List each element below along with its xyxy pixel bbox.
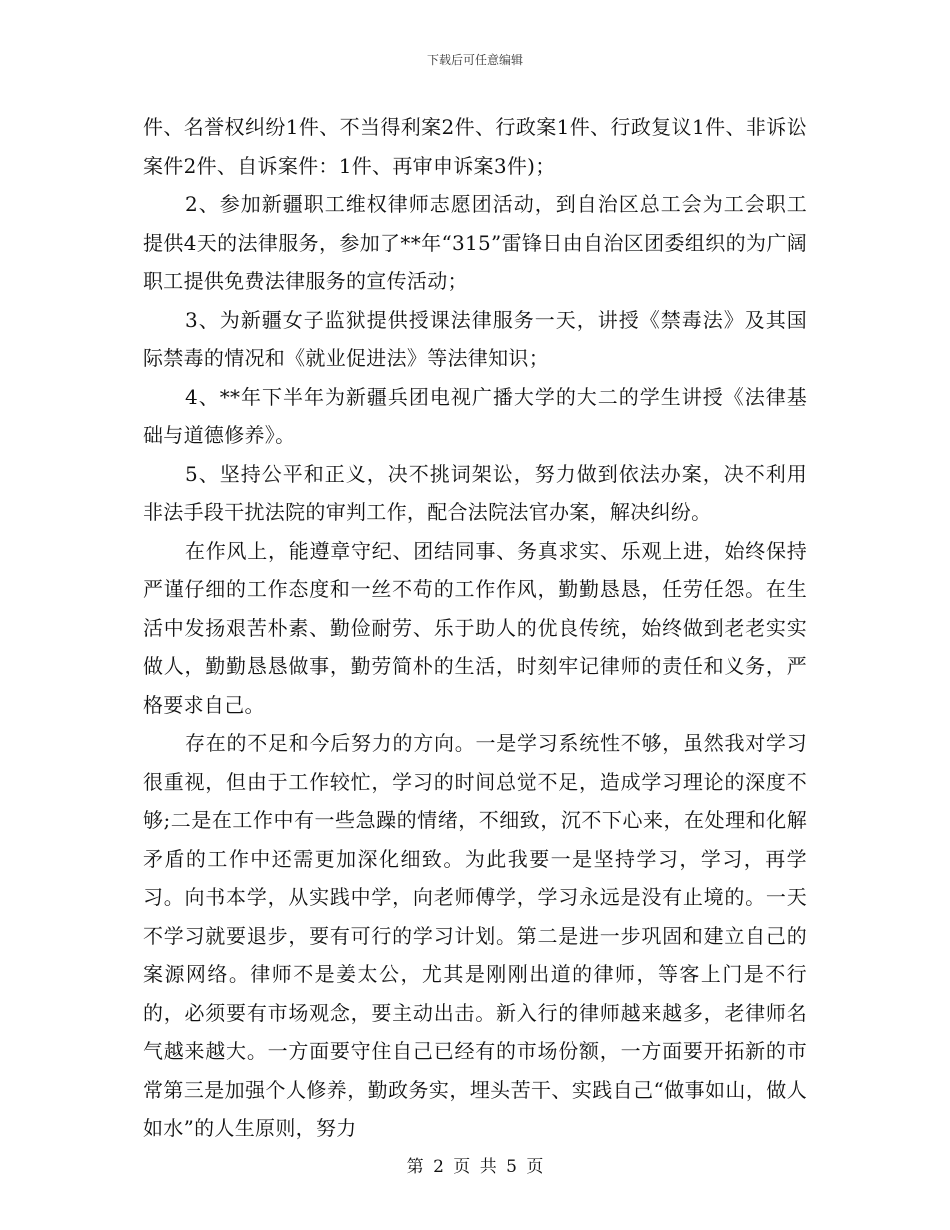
paragraph-5: 5、坚持公平和正义，决不挑词架讼，努力做到依法办案，决不利用非法手段干扰法院的审判工作，配合法院法官办案，解决纠纷。: [143, 461, 807, 524]
document-body: [143, 108, 807, 1148]
paragraph-3: 3、为新疆女子监狱提供授课法律服务一天，讲授《禁毒法》及其国际禁毒的情况和《就业促进法》等法律知识；: [143, 307, 807, 370]
paragraph-4: 4、**年下半年为新疆兵团电视广播大学的大二的学生讲授《法律基础与道德修养》。: [143, 384, 807, 447]
page-header: 下载后可任意编辑: [426, 53, 523, 67]
page-footer: 第 2 页 共 5 页: [406, 1157, 544, 1177]
paragraph-1: 件、名誉权纠纷1件、不当得利案2件、行政案1件、行政复议1件、非诉讼案件2件、自诉案件：1件、再审申诉案3件)；: [143, 115, 807, 178]
paragraph-7: 存在的不足和今后努力的方向。一是学习系统性不够，虽然我对学习很重视，但由于工作较忙，学习的时间总觉不足，造成学习理论的深度不够;二是在工作中有一些急躁的情绪，不细致，沉不下心来，在处理和化解矛盾的工作中还需更加深化细致。为此我要一是坚持学习，学习，再学习。向书本学，从实践中学，向老师傅学，学习永远是没有止境的。一天不学习就要退步，要有可行的学习计划。第二是进一步巩固和建立自己的案源网络。律师不是姜太公，尤其是刚刚出道的律师，等客上门是不行的，必须要有市场观念，要主动出击。新入行的律师越来越多，老律师名气越来越大。一方面要守住自己已经有的市场份额，一方面要开拓新的市常第三是加强个人修养，勤政务实，埋头苦干、实践自己“做事如山，做人如水”的人生原则，努力: [143, 731, 807, 1140]
paragraph-2: 2、参加新疆职工维权律师志愿团活动，到自治区总工会为工会职工提供4天的法律服务，参加了**年“315”雷锋日由自治区团委组织的为广阔职工提供免费法律服务的宣传活动；: [143, 192, 807, 293]
paragraph-6: 在作风上，能遵章守纪、团结同事、务真求实、乐观上进，始终保持严谨仔细的工作态度和一丝不苟的工作作风，勤勤恳恳，任劳任怨。在生活中发扬艰苦朴素、勤俭耐劳、乐于助人的优良传统，始终做到老老实实做人，勤勤恳恳做事，勤劳简朴的生活，时刻牢记律师的责任和义务，严格要求自己。: [143, 538, 807, 717]
